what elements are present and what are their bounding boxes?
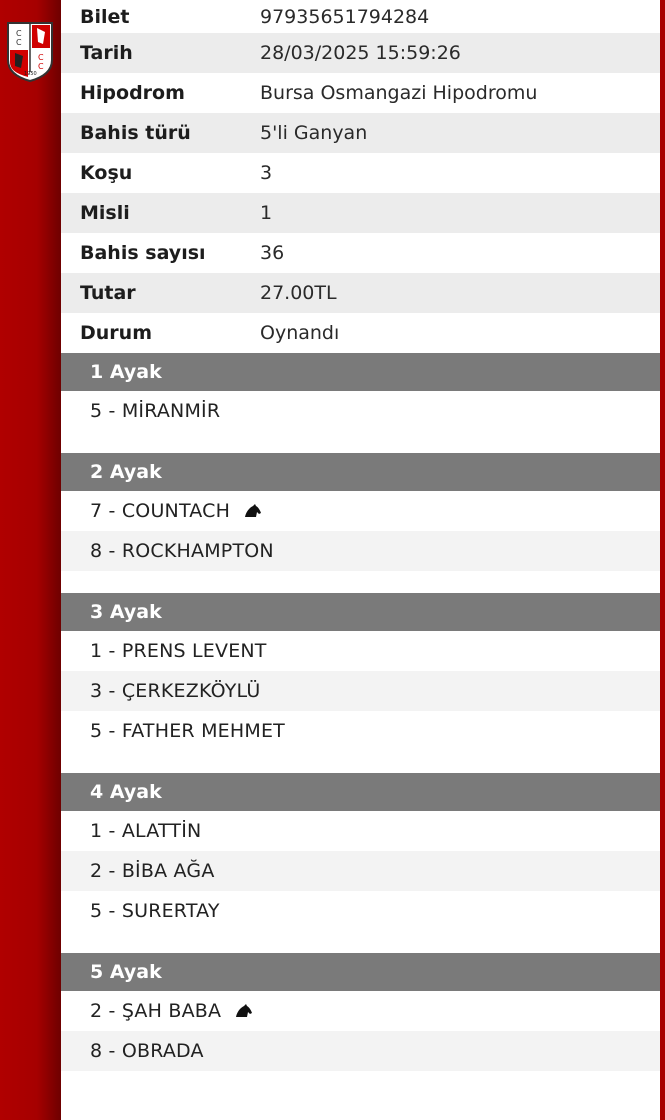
info-label: Tarih <box>80 42 133 64</box>
horse-name: 3 - ÇERKEZKÖYLÜ <box>90 680 261 702</box>
info-value: 5'li Ganyan <box>260 122 368 144</box>
info-label: Koşu <box>80 162 133 184</box>
info-value: Bursa Osmangazi Hipodromu <box>260 82 538 104</box>
ticket-detail <box>61 0 660 1093</box>
leg-spacer <box>61 1071 660 1093</box>
info-value: 27.00TL <box>260 282 337 304</box>
horse-name: 1 - PRENS LEVENT <box>90 640 267 662</box>
leg-header-4: 4 Ayak <box>61 773 660 811</box>
horse-name: 7 - COUNTACH <box>90 500 231 522</box>
info-label: Tutar <box>80 282 136 304</box>
horse-row <box>61 711 660 751</box>
svg-text:C: C <box>38 62 44 71</box>
info-row-3 <box>61 113 660 153</box>
horse-name: 8 - OBRADA <box>90 1040 204 1062</box>
horse-row <box>61 811 660 851</box>
info-value: 28/03/2025 15:59:26 <box>260 42 461 64</box>
leg-header-5: 5 Ayak <box>61 953 660 991</box>
info-value: 97935651794284 <box>260 5 430 28</box>
horse-row <box>61 991 660 1031</box>
info-value: 3 <box>260 162 273 184</box>
club-crest-icon <box>5 20 55 82</box>
horse-row <box>61 1031 660 1071</box>
horse-name: 2 - ŞAH BABA <box>90 1000 222 1022</box>
info-row-4 <box>61 153 660 193</box>
info-label: Misli <box>80 202 130 224</box>
horse-head-icon <box>244 504 262 518</box>
horse-name: 5 - MİRANMİR <box>90 400 221 422</box>
horse-name: 5 - FATHER MEHMET <box>90 720 285 742</box>
info-label: Bahis sayısı <box>80 242 206 264</box>
info-label: Bilet <box>80 5 130 28</box>
horse-row <box>61 671 660 711</box>
info-value: 36 <box>260 242 285 264</box>
leg-header-3: 3 Ayak <box>61 593 660 631</box>
horse-name: 8 - ROCKHAMPTON <box>90 540 274 562</box>
leg-header-2: 2 Ayak <box>61 453 660 491</box>
info-value: Oynandı <box>260 322 340 344</box>
leg-spacer <box>61 571 660 593</box>
horse-row <box>61 851 660 891</box>
horse-row <box>61 531 660 571</box>
svg-text:1950: 1950 <box>24 71 37 77</box>
horse-head-icon <box>235 1004 253 1018</box>
info-row-0 <box>61 0 660 33</box>
info-row-2 <box>61 73 660 113</box>
svg-text:C: C <box>16 38 22 47</box>
info-label: Hipodrom <box>80 82 185 104</box>
ticket-info-list <box>61 0 660 353</box>
legs-list <box>61 353 660 1093</box>
leg-spacer <box>61 931 660 953</box>
info-label: Durum <box>80 322 152 344</box>
right-edge-bar <box>660 0 665 1120</box>
horse-name: 2 - BİBA AĞA <box>90 860 215 882</box>
info-row-8 <box>61 313 660 353</box>
horse-name: 1 - ALATTİN <box>90 820 202 842</box>
horse-row <box>61 391 660 431</box>
info-row-5 <box>61 193 660 233</box>
leg-spacer <box>61 431 660 453</box>
info-label: Bahis türü <box>80 122 191 144</box>
left-brand-bar <box>0 0 61 1120</box>
horse-row <box>61 631 660 671</box>
svg-text:C: C <box>16 29 22 38</box>
info-row-1 <box>61 33 660 73</box>
leg-header-1: 1 Ayak <box>61 353 660 391</box>
info-row-7 <box>61 273 660 313</box>
horse-row <box>61 491 660 531</box>
leg-spacer <box>61 751 660 773</box>
horse-row <box>61 891 660 931</box>
info-value: 1 <box>260 202 273 224</box>
info-row-6 <box>61 233 660 273</box>
svg-text:C: C <box>38 53 44 62</box>
horse-name: 5 - SURERTAY <box>90 900 220 922</box>
